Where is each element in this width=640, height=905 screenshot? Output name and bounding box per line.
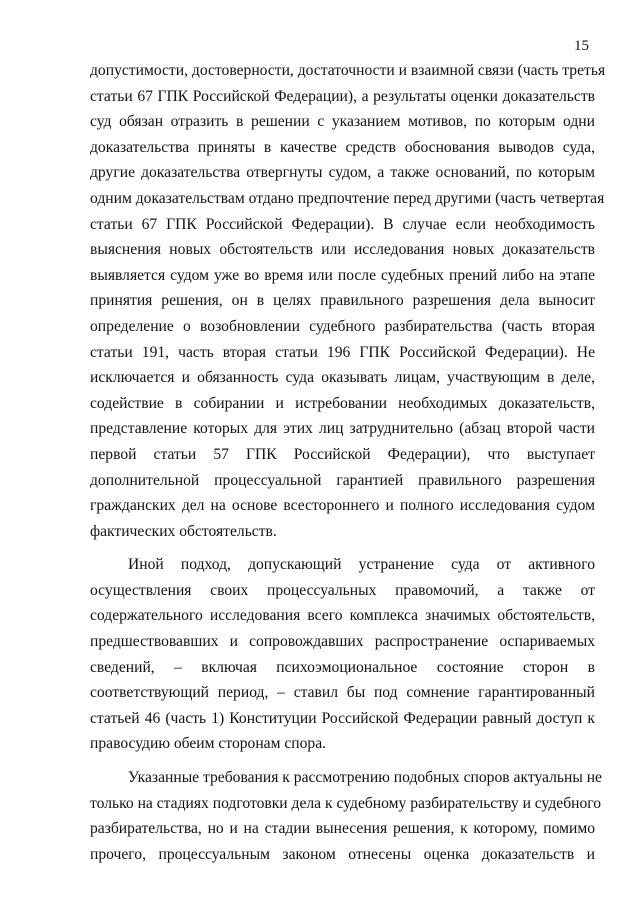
text-line: сведений, – включая психоэмоциональное состояние сторон в [90, 658, 595, 676]
text-line: допустимости, достоверности, достаточности и взаимной связи (часть третья [90, 62, 606, 79]
text-line: Указанные требования к рассмотрению подобных споров актуальны не [128, 769, 602, 787]
text-line: принятия решения, он в целях правильного разрешения дела выносит [90, 292, 595, 310]
paragraph-gap [90, 757, 595, 765]
text-line: статьи 67 ГПК Российской Федерации). В случае если необходимость [90, 215, 595, 233]
text-line: представление которых для этих лиц затруднительно (абзац второй части [90, 420, 595, 438]
text-line: разбирательства, но и на стадии вынесения решения, к которому, помимо [90, 820, 595, 838]
paragraph-gap [90, 544, 595, 552]
text-line: прочего, процессуальным законом отнесены оценка доказательств и [90, 845, 595, 863]
text-line: соответствующий период, – ставил бы под сомнение гарантированный [90, 684, 595, 702]
text-line: одним доказательствам отдано предпочтение перед другими (часть четвертая [90, 189, 605, 207]
paragraph [90, 552, 595, 757]
text-line: доказательства приняты в качестве средств обоснования выводов суда, [90, 138, 595, 156]
text-line: выяснения новых обстоятельств или исследования новых доказательств [90, 241, 595, 259]
text-line: содействие в собирании и истребовании необходимых доказательств, [90, 394, 595, 412]
text-line: Иной подход, допускающий устранение суда от активного [128, 556, 595, 574]
text-line: только на стадиях подготовки дела к судебному разбирательству и судебного [90, 794, 602, 812]
text-line: фактических обстоятельств. [90, 522, 277, 540]
text-line: гражданских дел на основе всестороннего и полного исследования судом [90, 497, 595, 515]
text-line: статьи 191, часть вторая статьи 196 ГПК Российской Федерации). Не [90, 343, 595, 361]
text-line: осуществления своих процессуальных правомочий, а также от [90, 581, 595, 599]
page-number: 15 [574, 38, 589, 54]
text-line: содержательного исследования всего комплекса значимых обстоятельств, [90, 607, 595, 625]
text-line: суд обязан отразить в решении с указанием мотивов, по которым одни [90, 113, 595, 131]
paragraph [90, 58, 606, 544]
text-line: статьи 67 ГПК Российской Федерации), а результаты оценки доказательств [90, 87, 595, 105]
paragraph [90, 765, 602, 867]
text-line: определение о возобновлении судебного разбирательства (часть вторая [90, 317, 595, 335]
text-line: первой статьи 57 ГПК Российской Федерации), что выступает [90, 445, 595, 463]
text-line: предшествовавших и сопровождавших распространение оспариваемых [90, 633, 595, 651]
text-line: правосудию обеим сторонам спора. [90, 735, 327, 753]
text-line: выявляется судом уже во время или после судебных прений либо на этапе [90, 266, 595, 284]
text-line: другие доказательства отвергнуты судом, а также оснований, по которым [90, 164, 595, 182]
document-body [90, 58, 606, 867]
text-line: дополнительной процессуальной гарантией правильного разрешения [90, 471, 595, 489]
text-line: исключается и обязанность суда оказывать лицам, участвующим в деле, [90, 369, 595, 387]
text-line: статьей 46 (часть 1) Конституции Российской Федерации равный доступ к [90, 709, 595, 727]
